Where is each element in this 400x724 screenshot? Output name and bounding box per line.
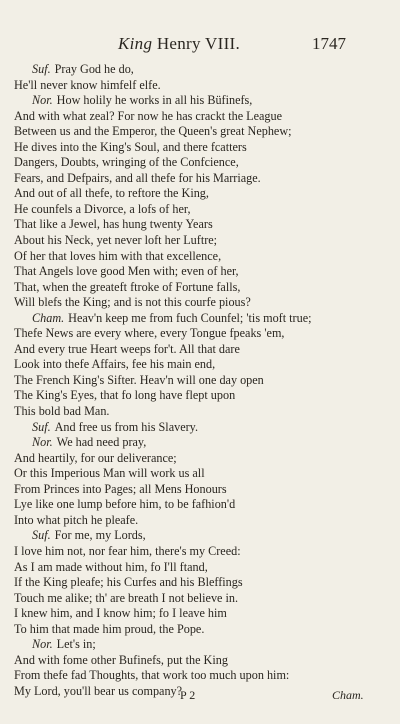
line-text: Into what pitch he pleafe. (14, 512, 139, 527)
text-line (14, 404, 390, 420)
text-line (14, 78, 390, 94)
running-title-king: King (118, 34, 153, 53)
text-line (14, 109, 390, 125)
text-line (14, 93, 390, 109)
text-line (14, 249, 390, 265)
line-text: And heartily, for our deliverance; (14, 450, 177, 465)
line-text: About his Neck, yet never loft her Luftre; (14, 233, 218, 248)
page-header (0, 34, 400, 56)
page-footer (0, 688, 400, 706)
line-text: Dangers, Doubts, wringing of the Confcience, (14, 155, 239, 170)
line-text: My Lord, you'll bear us company? (14, 683, 183, 698)
speaker-name: Nor. (32, 93, 53, 108)
line-text: From thefe fad Thoughts, that work too much upon him: (14, 668, 290, 683)
line-text: As I am made without him, fo I'll ftand, (14, 559, 208, 574)
text-line (14, 606, 390, 622)
catchword: Cham. (332, 688, 364, 702)
text-line (14, 591, 390, 607)
speaker-name: Nor. (32, 637, 53, 652)
text-line (14, 202, 390, 218)
text-line (14, 653, 390, 669)
line-text: Or this Imperious Man will work us all (14, 466, 205, 481)
line-text: Touch me alike; th' are breath I not believe in. (14, 590, 239, 605)
line-text: And out of all thefe, to reftore the King, (14, 186, 209, 201)
line-text: I love him not, nor fear him, there's my Creed: (14, 543, 241, 558)
line-text: He'll never know himfelf elfe. (14, 77, 161, 92)
line-text: Of her that loves him with that excellence, (14, 248, 222, 263)
text-line (14, 544, 390, 560)
text-line (14, 466, 390, 482)
line-text: He dives into the King's Soul, and there fcatters (14, 139, 247, 154)
line-text: That like a Jewel, has hung twenty Years (14, 217, 213, 232)
line-text: We had need pray, (56, 435, 147, 450)
line-text: That, when the greateft ftroke of Fortune falls, (14, 279, 241, 294)
text-line (14, 326, 390, 342)
text-line (14, 560, 390, 576)
line-text: Will blefs the King; and is not this courfe pious? (14, 295, 251, 310)
text-line (14, 497, 390, 513)
speaker-name: Suf. (32, 528, 51, 543)
line-text: Between us and the Emperor, the Queen's great Nephew; (14, 124, 292, 139)
text-line (14, 124, 390, 140)
text-line (14, 435, 390, 451)
line-text: For me, my Lords, (54, 528, 146, 543)
text-line (14, 513, 390, 529)
text-line (14, 622, 390, 638)
line-text: And with what zeal? For now he has crackt the League (14, 108, 283, 123)
text-line (14, 668, 390, 684)
text-line (14, 171, 390, 187)
line-text: Pray God he do, (54, 62, 134, 76)
text-line (14, 575, 390, 591)
text-line (14, 264, 390, 280)
text-line (14, 388, 390, 404)
signature-mark: P 2 (180, 688, 196, 702)
line-text: And with fome other Bufinefs, put the King (14, 652, 228, 667)
line-text: How holily he works in all his Büfinefs, (56, 93, 253, 108)
text-line (14, 62, 390, 78)
text-line (14, 140, 390, 156)
play-text (14, 62, 390, 699)
line-text: Lye like one lump before him, to be fafhion'd (14, 497, 236, 512)
text-line (14, 342, 390, 358)
line-text: From Princes into Pages; all Mens Honours (14, 481, 227, 496)
text-line (14, 217, 390, 233)
speaker-name: Suf. (32, 62, 51, 76)
line-text: Fears, and Defpairs, and all thefe for his Marriage. (14, 170, 261, 185)
line-text: Let's in; (56, 637, 96, 652)
line-text: The French King's Sifter. Heav'n will one day open (14, 372, 264, 387)
text-line (14, 373, 390, 389)
text-line (14, 482, 390, 498)
text-line (14, 155, 390, 171)
line-text: Heav'n keep me from fuch Counfel; 'tis moft true; (68, 310, 312, 325)
line-text: This bold bad Man. (14, 404, 110, 419)
line-text: I knew him, and I know him; fo I leave him (14, 606, 227, 621)
line-text: If the King pleafe; his Curfes and his Bleffings (14, 575, 243, 590)
text-line (14, 637, 390, 653)
running-title-rest: Henry VIII. (156, 34, 241, 53)
line-text: To him that made him proud, the Pope. (14, 621, 205, 636)
text-line (14, 186, 390, 202)
speaker-name: Suf. (32, 419, 51, 434)
text-line (14, 451, 390, 467)
line-text: The King's Eyes, that fo long have flept upon (14, 388, 236, 403)
text-line (14, 528, 390, 544)
line-text: He counfels a Divorce, a lofs of her, (14, 201, 191, 216)
page-number: 1747 (312, 34, 346, 53)
line-text: That Angels love good Men with; even of her, (14, 264, 239, 279)
text-line (14, 280, 390, 296)
line-text: And free us from his Slavery. (54, 419, 199, 434)
line-text: And every true Heart weeps for't. All that dare (14, 341, 240, 356)
text-line (14, 420, 390, 436)
text-line (14, 357, 390, 373)
text-line (14, 233, 390, 249)
line-text: Look into thefe Affairs, fee his main end, (14, 357, 216, 372)
speaker-name: Nor. (32, 435, 53, 450)
running-title (118, 34, 240, 54)
line-text: Thefe News are every where, every Tongue fpeaks 'em, (14, 326, 285, 341)
text-line (14, 311, 390, 327)
text-line (14, 295, 390, 311)
speaker-name: Cham. (32, 310, 65, 325)
